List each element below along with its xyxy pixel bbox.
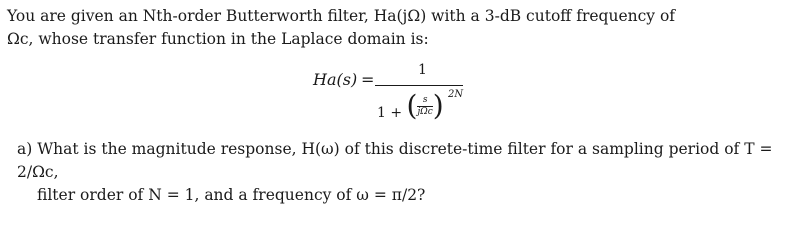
inner-numerator: s <box>422 94 428 105</box>
question-line-2: filter order of N = 1, and a frequency of ω = π/2? <box>37 186 426 204</box>
denominator-prefix: 1 + <box>377 105 403 121</box>
question-line-1: a) What is the magnitude response, H(ω) of this discrete-time filter for a sampling period of T = 2/Ωc, <box>17 140 773 181</box>
inner-fraction <box>417 95 432 118</box>
equation-numerator: 1 <box>418 62 427 78</box>
inner-denominator: jΩc <box>417 106 433 117</box>
right-paren: ) <box>432 89 444 122</box>
equation-exponent: 2N <box>448 89 464 100</box>
equation-denominator <box>377 89 444 122</box>
equation-equals: = <box>361 70 375 89</box>
fraction-bar <box>375 85 463 86</box>
equation-lhs: Ha(s) <box>313 70 358 89</box>
intro-line-1: You are given an Nth-order Butterworth filter, Ha(jΩ) with a 3-dB cutoff frequency of <box>7 7 676 25</box>
intro-line-2: Ωc, whose transfer function in the Laplace domain is: <box>7 30 429 48</box>
question-a <box>17 138 782 207</box>
problem-intro <box>7 5 782 51</box>
transfer-function-equation <box>0 62 790 132</box>
left-paren: ( <box>406 89 418 122</box>
